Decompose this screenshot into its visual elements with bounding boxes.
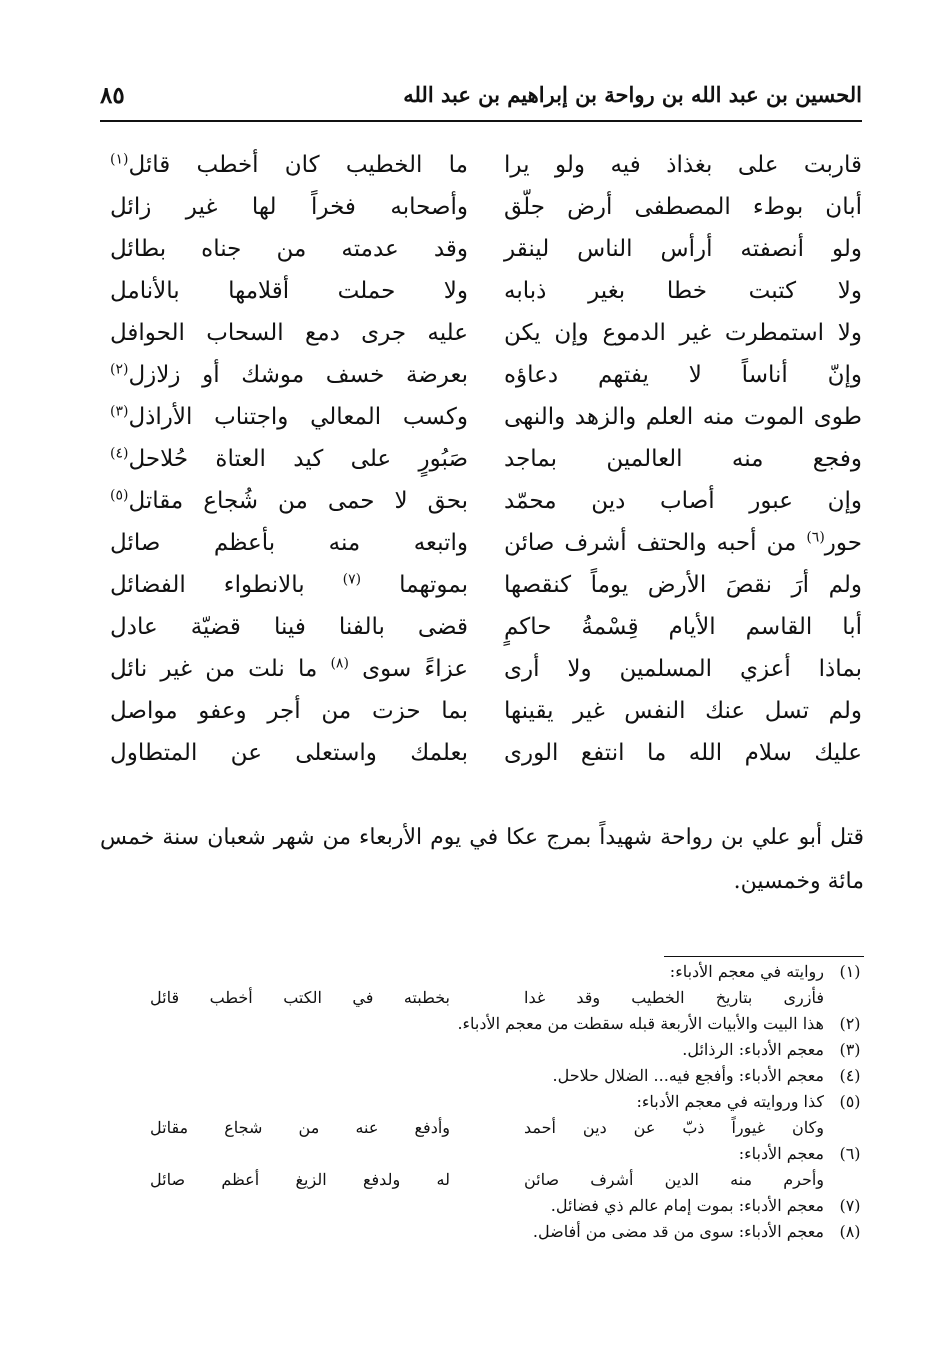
verse-second-hemistich — [110, 356, 468, 394]
page-number: ٨٥ — [100, 82, 125, 109]
verse — [100, 188, 868, 230]
verse — [100, 566, 868, 608]
verse-second-hemistich — [110, 482, 468, 520]
hemistich-text: وكسب المعالي واجتناب الأراذل — [128, 404, 468, 430]
verse-second-hemistich — [110, 398, 468, 436]
verse-first-hemistich: ولا كتبت خطا بغير ذبابه — [504, 278, 862, 304]
footnote-marker: (٤) — [110, 445, 129, 462]
verse-first-hemistich — [504, 524, 862, 562]
footnote — [150, 1142, 864, 1168]
footnote — [150, 1194, 864, 1220]
footnote — [150, 1090, 864, 1116]
verse-first-hemistich: ولم تسل عنك النفس غير يقينها — [504, 698, 862, 724]
prose-paragraph: قتل أبو علي بن رواحة شهيداً بمرج عكا في يوم الأربعاء من شهر شعبان سنة خمس مائة وخمسين. — [100, 825, 864, 894]
footnote-number: (٢) — [839, 1014, 861, 1033]
verse — [100, 482, 868, 524]
verse-first-hemistich: قاربت على بغذاذ فيه ولو يرا — [504, 152, 862, 178]
footnote-text: معجم الأدباء: — [738, 1144, 824, 1163]
footnote-number: (٦) — [839, 1144, 861, 1163]
footnote-verse-second: بخطبته في الكتب أخطب قائل — [150, 988, 450, 1007]
footnote-verse-second: له ولدفع الزيغ أعظم صائل — [150, 1170, 450, 1189]
verse-first-hemistich: وإن عبور أصاب دين محمّد — [504, 488, 862, 514]
verse-second-hemistich — [110, 146, 468, 184]
verse — [100, 272, 868, 314]
verse-second-hemistich: وقد عدمته من جناه بطائل — [110, 236, 468, 262]
footnote-number: (٥) — [839, 1092, 861, 1111]
running-header — [100, 82, 862, 118]
hemistich-text: ما نلت من غير نائل — [110, 656, 318, 682]
verse-second-hemistich: ولا حملت أقلامها بالأنامل — [110, 278, 468, 304]
footnote-number: (٨) — [839, 1222, 861, 1241]
verse — [100, 314, 868, 356]
verse-second-hemistich: بعلمك واستعلى عن المتطاول — [110, 740, 468, 766]
footnotes — [150, 960, 864, 1246]
verse-second-hemistich — [110, 566, 468, 604]
footnote-rule — [664, 956, 864, 957]
footnote-verse — [150, 986, 864, 1012]
verse-first-hemistich: ولو أنصفته أرأس الناس لينقر — [504, 236, 862, 262]
hemistich-lead: بموتهما — [399, 572, 468, 598]
verse-second-hemistich — [110, 440, 468, 478]
footnote — [150, 1064, 864, 1090]
footnote-marker: (١) — [110, 151, 129, 168]
footnote-verse-first: فأزرى بتاريخ الخطيب وقد غدا — [524, 988, 824, 1007]
footnote-text: معجم الأدباء: سوى من قد مضى من أفاضل. — [532, 1222, 824, 1241]
footnote-text: معجم الأدباء: وأفجع فيه... الضلال حلاحل. — [552, 1066, 824, 1085]
verse-first-hemistich: عليك سلام الله ما انتفع الورى — [504, 740, 862, 766]
footnote-number: (٤) — [839, 1066, 861, 1085]
verse — [100, 356, 868, 398]
verse-first-hemistich: وفجع منه العالمين بماجد — [504, 446, 862, 472]
hemistich-lead: حور — [824, 530, 862, 556]
hemistich-text: صَبُورٍ على كيد العتاة حُلاحل — [128, 446, 468, 472]
footnote-marker: (٥) — [110, 487, 129, 504]
header-title: الحسين بن عبد الله بن رواحة بن إبراهيم بن عبد الله — [403, 82, 862, 107]
footnote-marker: (٨) — [330, 655, 349, 672]
footnote-text: معجم الأدباء: الرذائل. — [682, 1040, 824, 1059]
verse-first-hemistich: أبا القاسم الأيام قِسْمةُ حاكمٍ — [504, 614, 862, 640]
footnote-verse — [150, 1168, 864, 1194]
verse-first-hemistich: بماذا أعزي المسلمين ولا أرى — [504, 656, 862, 682]
footnote — [150, 960, 864, 986]
footnote — [150, 1038, 864, 1064]
verse — [100, 440, 868, 482]
footnote-marker: (٢) — [110, 361, 129, 378]
verse-first-hemistich: وإنّ أناساً لا يفتهم دعاؤه — [504, 362, 862, 388]
verse — [100, 524, 868, 566]
hemistich-text: من أحبه والحتف أشرف صائن — [504, 530, 807, 556]
footnote — [150, 1220, 864, 1246]
verse — [100, 734, 868, 776]
footnote-marker: (٧) — [342, 571, 362, 588]
footnote-verse-second: وأدفع عنه من شجاع مقاتل — [150, 1118, 450, 1137]
footnote-number: (٣) — [839, 1040, 861, 1059]
verse-second-hemistich: وأصحابه فخراً لها غير زائل — [110, 194, 468, 220]
verse — [100, 146, 868, 188]
footnote-number: (٧) — [839, 1196, 861, 1215]
hemistich-text: بالانطواء الفضائل — [110, 572, 305, 598]
verse — [100, 650, 868, 692]
footnote-verse-first: وكان غيوراً ذبّ عن دين أحمد — [524, 1118, 824, 1137]
verse — [100, 230, 868, 272]
poem — [100, 146, 868, 776]
verse-second-hemistich: واتبعه منه بأعظم صائل — [110, 530, 468, 556]
header-rule — [100, 120, 862, 122]
footnote-verse — [150, 1116, 864, 1142]
footnote-verse-first: وأحرم منه الدين أشرف صائن — [524, 1170, 824, 1189]
hemistich-text: ما الخطيب كان أخطب قائل — [128, 152, 468, 178]
footnote-number: (١) — [839, 962, 861, 981]
footnote-marker: (٣) — [110, 403, 129, 420]
footnote-text: معجم الأدباء: بموت إمام عالم ذي فضائل. — [550, 1196, 824, 1215]
verse-second-hemistich: عليه جرى دمع السحاب الحوافل — [110, 320, 468, 346]
verse-second-hemistich — [110, 650, 468, 688]
verse-second-hemistich: بما حزت من أجر وعفو مواصل — [110, 698, 468, 724]
verse — [100, 398, 868, 440]
hemistich-lead: عزاءً سوى — [362, 656, 469, 682]
footnote-marker: (٦) — [806, 529, 825, 546]
verse-second-hemistich: قضى بالفنا فينا قضيّة عادل — [110, 614, 468, 640]
footnote-text: كذا وروايته في معجم الأدباء: — [636, 1092, 824, 1111]
footnote-text: هذا البيت والأبيات الأربعة قبله سقطت من معجم الأدباء. — [457, 1014, 824, 1033]
footnote — [150, 1012, 864, 1038]
verse-first-hemistich: ولم أرَ نقصَ الأرض يوماً كنقصها — [504, 572, 862, 598]
hemistich-text: بعرضة خسف موشك أو زلازل — [128, 362, 468, 388]
verse-first-hemistich: أبان بوطء المصطفى أرض جلّق — [504, 194, 862, 220]
footnote-text: روايته في معجم الأدباء: — [669, 962, 824, 981]
verse-first-hemistich: طوى الموت منه العلم والزهد والنهى — [504, 404, 862, 430]
verse — [100, 692, 868, 734]
verse-first-hemistich: ولا استمطرت غير الدموع وإن يكن — [504, 320, 862, 346]
hemistich-text: بحق لا حمى من شُجاع مقاتل — [128, 488, 468, 514]
verse — [100, 608, 868, 650]
